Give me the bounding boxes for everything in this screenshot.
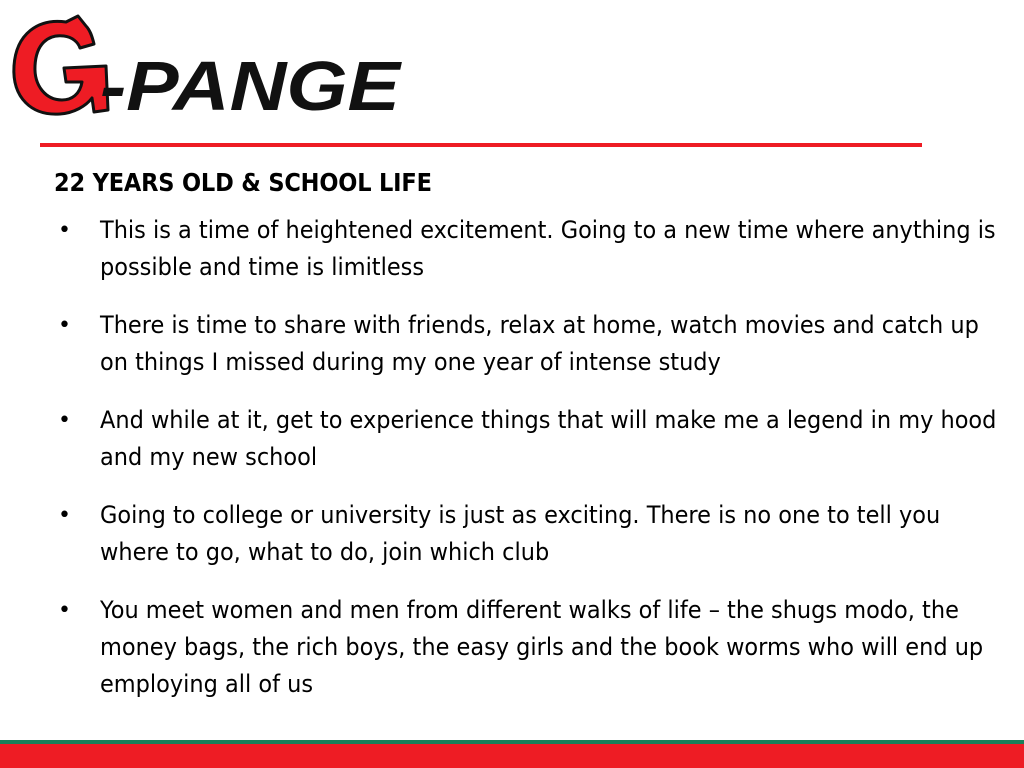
bullet-text: Going to college or university is just as exciting. There is no one to tell you where to go, what to do, join which club — [100, 501, 941, 566]
brand-logo — [8, 14, 408, 120]
bullet-icon: • — [58, 598, 71, 623]
footer-bar — [0, 740, 1024, 768]
slide-title: 22 YEARS OLD & SCHOOL LIFE — [54, 168, 432, 197]
logo-wordmark: -PANGE — [100, 47, 403, 120]
bullet-icon: • — [58, 313, 71, 338]
bullet-list — [58, 212, 997, 724]
list-item — [58, 402, 997, 476]
bullet-icon: • — [58, 503, 71, 528]
list-item — [58, 497, 988, 571]
logo-g-mark — [14, 16, 108, 114]
title-divider — [40, 143, 922, 147]
bullet-icon: • — [58, 218, 71, 243]
logo-graphic — [8, 14, 408, 120]
bullet-text: You meet women and men from different walks of life – the shugs modo, the money bags, the rich boys, the easy girls and the book worms who will end up employing all of us — [100, 596, 984, 698]
bullet-text: There is time to share with friends, relax at home, watch movies and catch up on things I missed during my one year of intense study — [100, 311, 979, 376]
bullet-text: And while at it, get to experience things that will make me a legend in my hood and my new school — [100, 406, 997, 471]
bullet-text: This is a time of heightened excitement. Going to a new time where anything is possible and time is limitless — [100, 216, 996, 281]
bullet-icon: • — [58, 408, 71, 433]
list-item — [58, 592, 988, 703]
list-item — [58, 307, 988, 381]
list-item — [58, 212, 996, 286]
footer-bar-edge — [0, 740, 1024, 744]
